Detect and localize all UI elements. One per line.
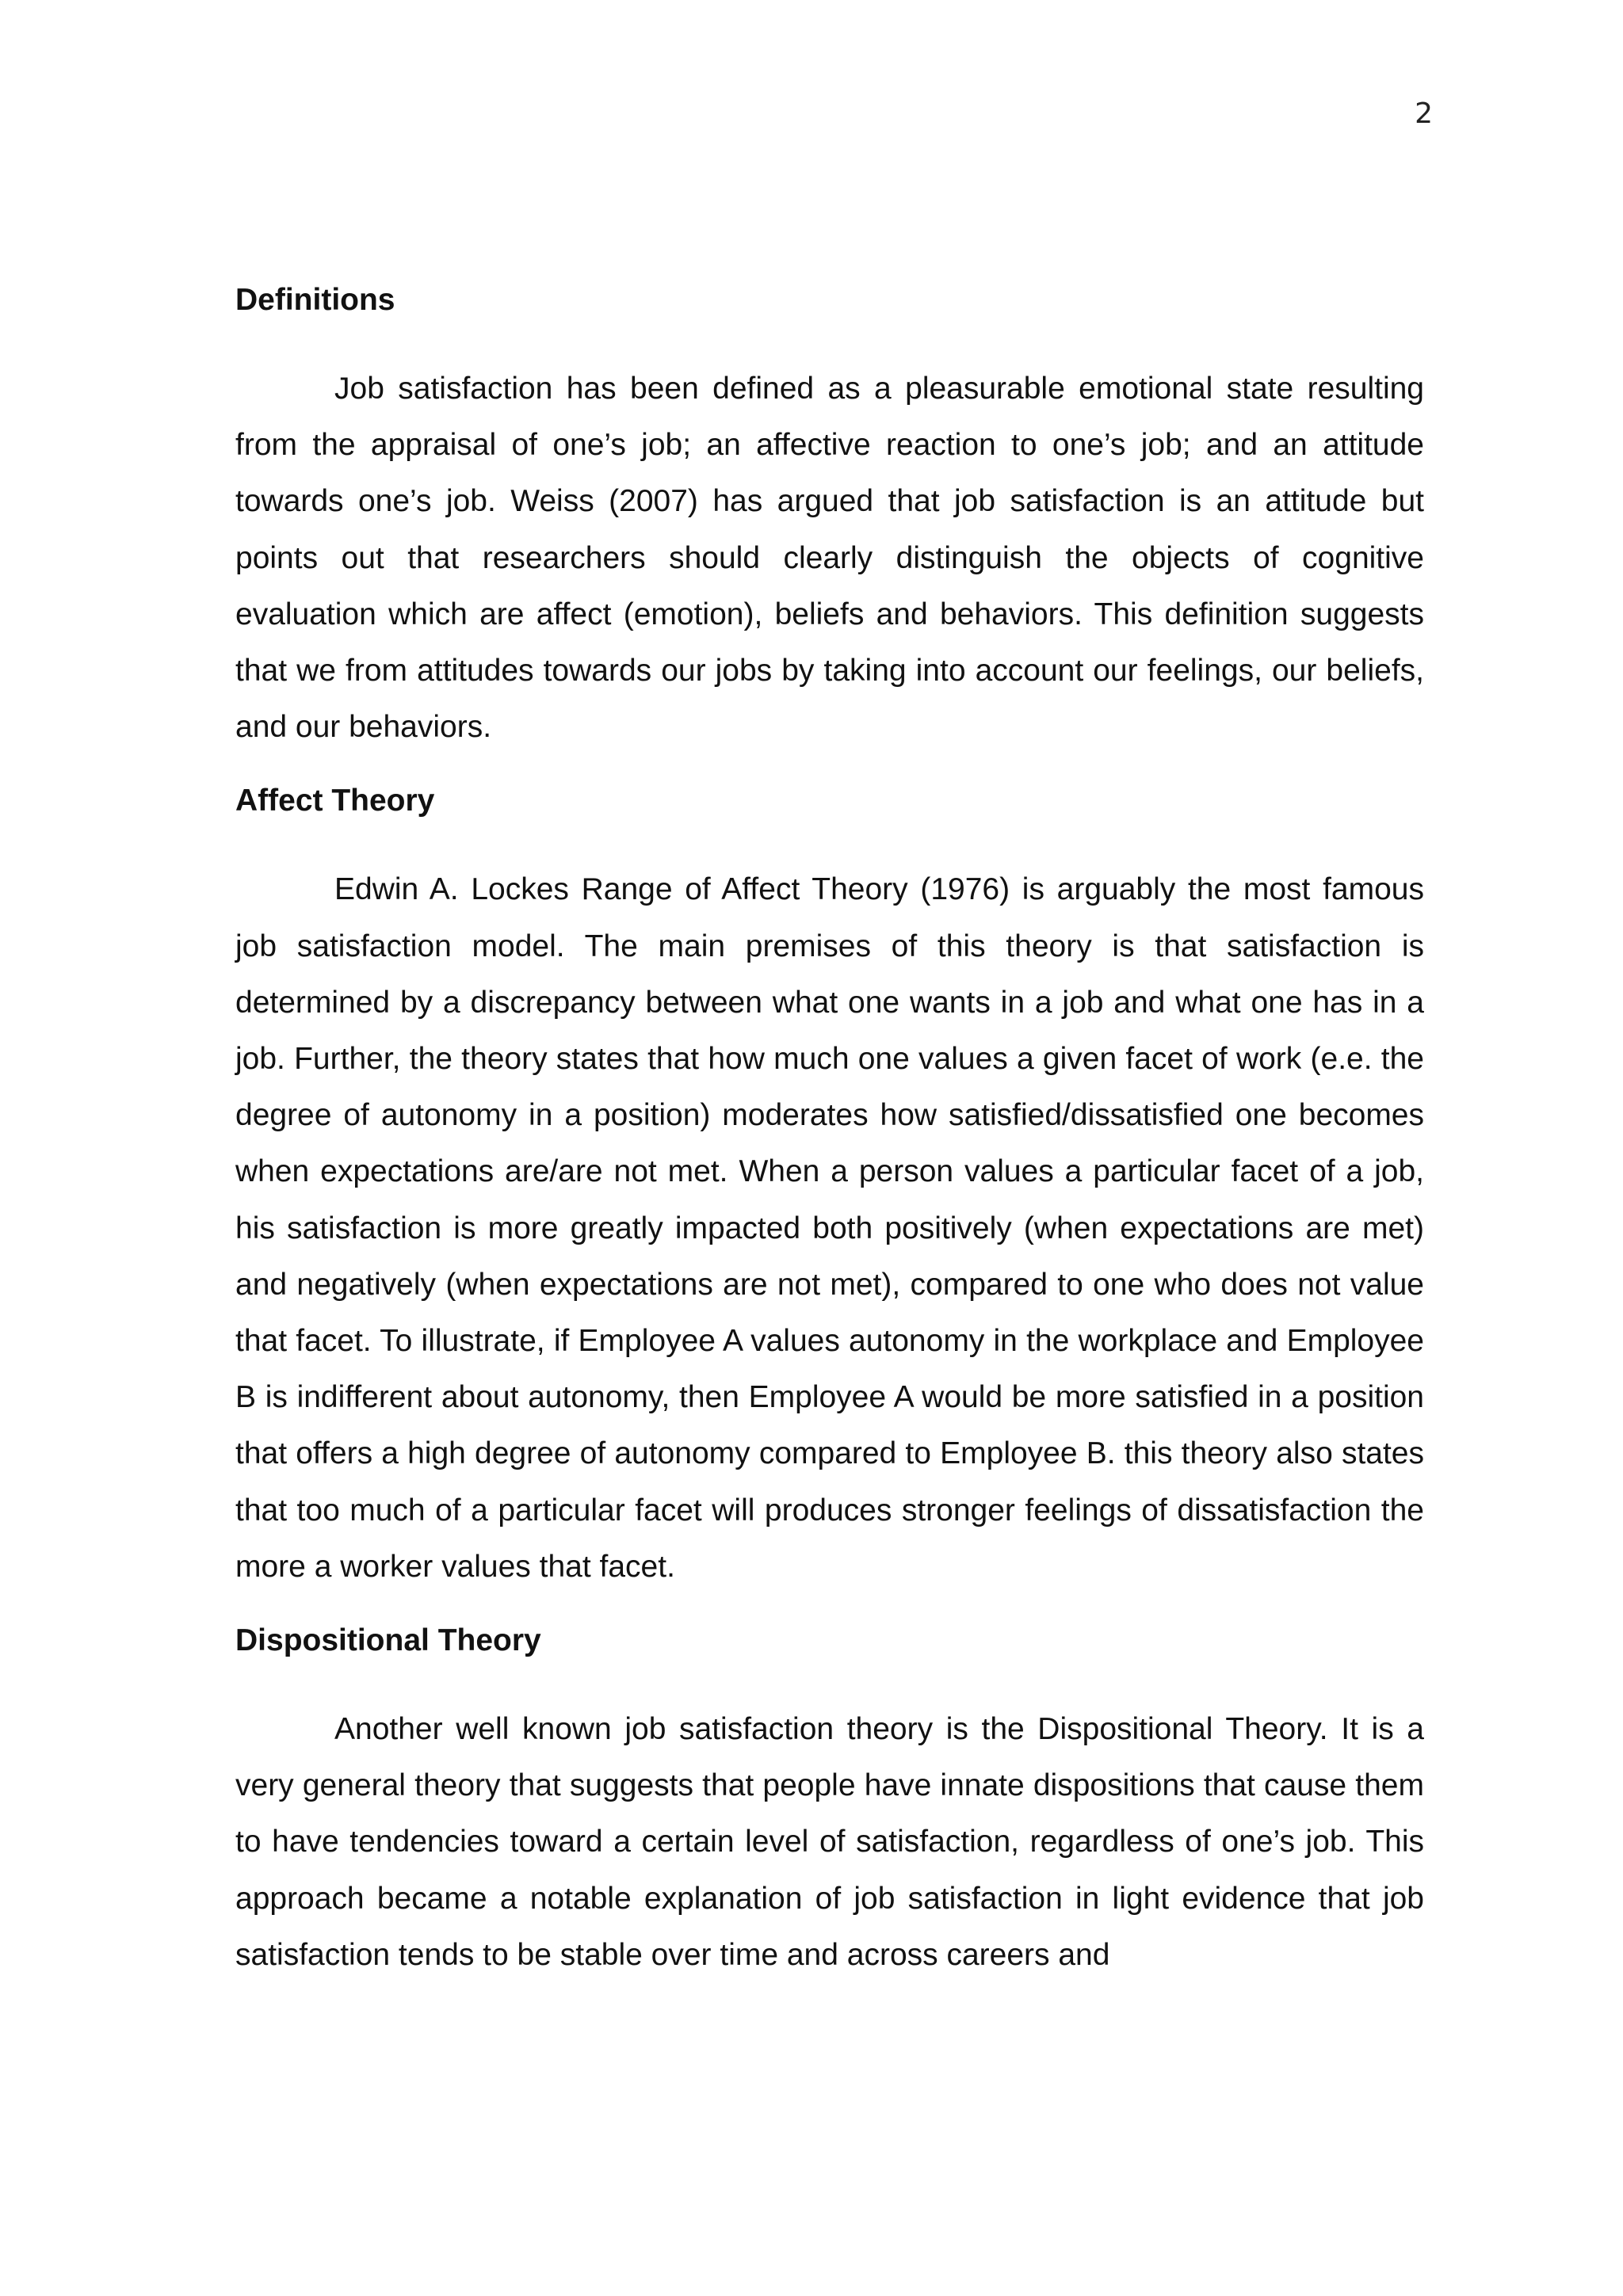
section-affect-theory — [235, 782, 1424, 1595]
section-paragraph: Edwin A. Lockes Range of Affect Theory (1976) is arguably the most famous job satisfaction model. The main premises of this theory is that satisfaction is determined by a discrepancy between what one wants in a job and what one has in a job. Further, the theory states that how much one values a given facet of work (e.e. the degree of autonomy in a position) moderates how satisfied/dissatisfied one becomes when expectations are/are not met. When a person values a particular facet of a job, his satisfaction is more greatly impacted both positively (when expectations are met) and negatively (when expectations are not met), compared to one who does not value that facet. To illustrate, if Employee A values autonomy in the workplace and Employee B is indifferent about autonomy, then Employee A would be more satisfied in a position that offers a high degree of autonomy compared to Employee B. this theory also states that too much of a particular facet will produces stronger feelings of dissatisfaction the more a worker values that facet. — [235, 872, 1424, 1584]
section-paragraph: Another well known job satisfaction theory is the Dispositional Theory. It is a very general theory that suggests that people have innate dispositions that cause them to have tendencies toward a certain level of satisfaction, regardless of one’s job. This approach became a notable explanation of job satisfaction in light evidence that job satisfaction tends to be stable over time and across careers and — [235, 1712, 1424, 1972]
section-heading: Dispositional Theory — [235, 1623, 541, 1658]
section-dispositional-theory — [235, 1622, 1424, 1983]
page-number: 2 — [1415, 97, 1433, 130]
section-heading: Affect Theory — [235, 784, 435, 818]
section-definitions — [235, 281, 1424, 755]
document-body — [235, 281, 1424, 2010]
section-paragraph: Job satisfaction has been defined as a pleasurable emotional state resulting from the appraisal of one’s job; an affective reaction to one’s job; and an attitude towards one’s job. Weiss (2007) has argued that job satisfaction is an attitude but points out that researchers should clearly distinguish the objects of cognitive evaluation which are affect (emotion), beliefs and behaviors. This definition suggests that we from attitudes towards our jobs by taking into account our feelings, our beliefs, and our behaviors. — [235, 372, 1424, 745]
section-heading: Definitions — [235, 283, 395, 317]
